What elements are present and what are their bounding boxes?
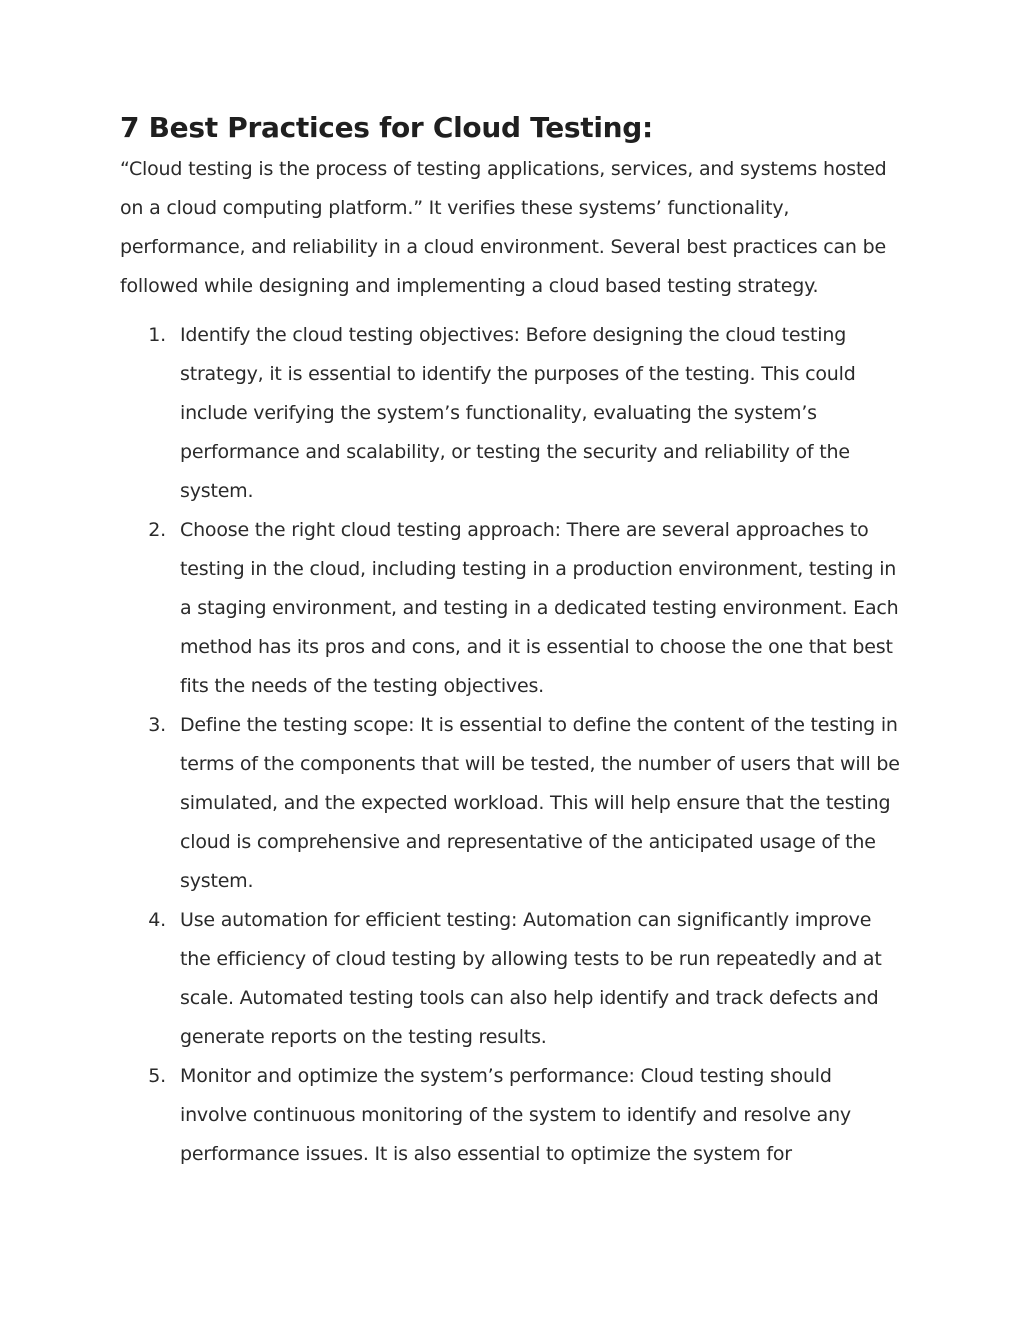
list-item-number: 3. — [148, 714, 166, 736]
page-title: 7 Best Practices for Cloud Testing: — [120, 111, 653, 144]
list-item — [120, 901, 904, 1057]
list-item — [120, 511, 904, 706]
intro-paragraph: “Cloud testing is the process of testing applications, services, and systems hosted on a cloud computing platform.” It verifies these systems’ functionality, performance, and reliability in a cloud environment. Several best practices can be followed while designing and implementing a cloud based testing strategy. — [120, 158, 887, 297]
list-item — [120, 1057, 904, 1174]
document-body — [120, 108, 904, 1174]
list-item-number: 5. — [148, 1065, 166, 1087]
list-item-number: 4. — [148, 909, 166, 931]
list-item — [120, 706, 904, 901]
list-item — [120, 316, 904, 511]
list-item-text: Define the testing scope: It is essential to define the content of the testing in terms of the components that will be tested, the number of users that will be simulated, and the expected workload. This will help ensure that the testing cloud is comprehensive and representative of the anticipated usage of the system. — [180, 714, 900, 892]
list-item-text: Use automation for efficient testing: Automation can significantly improve the efficiency of cloud testing by allowing tests to be run repeatedly and at scale. Automated testing tools can also help identify and track defects and generate reports on the testing results. — [180, 909, 882, 1048]
list-item-number: 1. — [148, 324, 166, 346]
list-item-number: 2. — [148, 519, 166, 541]
list-item-text: Identify the cloud testing objectives: Before designing the cloud testing strategy, it is essential to identify the purposes of the testing. This could include verifying the system’s functionality, evaluating the system’s performance and scalability, or testing the security and reliability of the system. — [180, 324, 856, 502]
list-item-text: Monitor and optimize the system’s performance: Cloud testing should involve continuous monitoring of the system to identify and resolve any performance issues. It is also essential to optimize the system for — [180, 1065, 851, 1165]
list-item-text: Choose the right cloud testing approach: There are several approaches to testing in the cloud, including testing in a production environment, testing in a staging environment, and testing in a dedicated testing environment. Each method has its pros and cons, and it is essential to choose the one that best fits the needs of the testing objectives. — [180, 519, 899, 697]
best-practices-list — [120, 316, 904, 1174]
